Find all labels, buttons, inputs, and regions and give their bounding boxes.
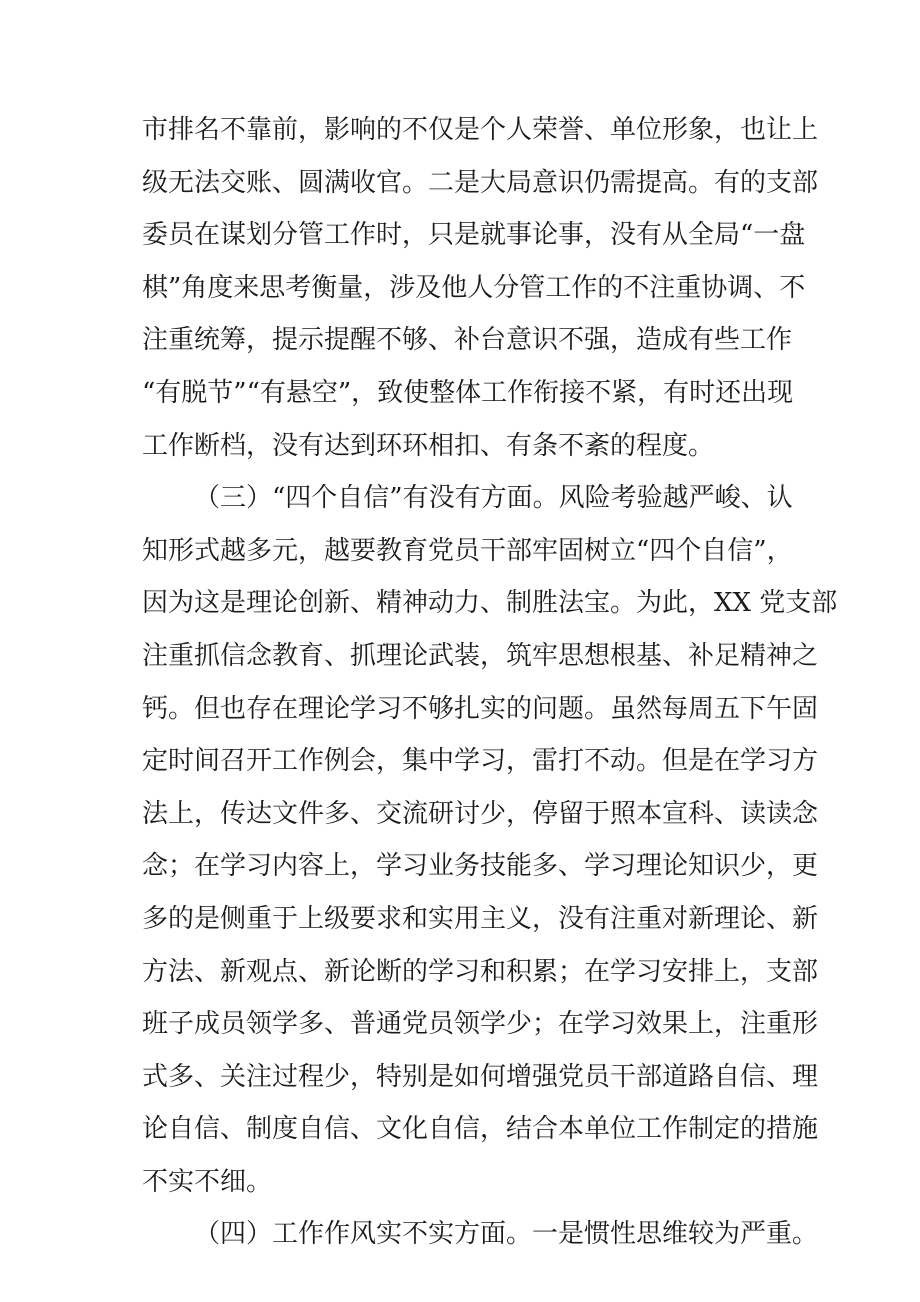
- text-line: 班子成员领学多、普通党员领学少；在学习效果上，注重形: [142, 1009, 819, 1040]
- text-line: 定时间召开工作例会，集中学习，雷打不动。但是在学习方: [142, 746, 819, 777]
- paragraph-2: [142, 472, 838, 1208]
- document-body: [142, 104, 838, 1261]
- text-line: 级无法交账、圆满收官。二是大局意识仍需提高。有的支部: [142, 167, 819, 198]
- text-line: 市排名不靠前，影响的不仅是个人荣誉、单位形象，也让上: [142, 115, 819, 145]
- text-line: 多的是侧重于上级要求和实用主义，没有注重对新理论、新: [142, 903, 819, 934]
- text-line: 钙。但也存在理论学习不够扎实的问题。虽然每周五下午固: [142, 693, 819, 724]
- text-line: 式多、关注过程少，特别是如何增强党员干部道路自信、理: [142, 1061, 819, 1092]
- text-line: （四）工作作风实不实方面。一是惯性思维较为严重。: [194, 1219, 819, 1250]
- text-line: 因为这是理论创新、精神动力、制胜法宝。为此，XX 党支部: [142, 588, 838, 619]
- text-line: 法上，传达文件多、交流研讨少，停留于照本宣科、读读念: [142, 798, 819, 829]
- text-line: 委员在谋划分管工作时，只是就事论事，没有从全局“一盘: [142, 220, 806, 251]
- text-line: 论自信、制度自信、文化自信，结合本单位工作制定的措施: [142, 1114, 819, 1145]
- text-line: 知形式越多元，越要教育党员干部牢固树立“四个自信”，: [142, 535, 793, 566]
- text-line: 不实不细。: [142, 1166, 273, 1197]
- text-line: 注重抓信念教育、抓理论武装，筑牢思想根基、补足精神之: [142, 640, 819, 671]
- text-line: “有脱节”“有悬空”，致使整体工作衔接不紧，有时还出现: [142, 377, 794, 408]
- text-line: 注重统筹，提示提醒不够、补台意识不强，造成有些工作: [142, 325, 793, 356]
- text-line: 方法、新观点、新论断的学习和积累；在学习安排上，支部: [142, 956, 819, 987]
- paragraph-3: [142, 1208, 819, 1261]
- text-line: 念；在学习内容上，学习业务技能多、学习理论知识少，更: [142, 851, 819, 882]
- paragraph-1: [142, 104, 819, 472]
- text-line: 工作断档，没有达到环环相扣、有条不紊的程度。: [142, 430, 715, 461]
- text-line: （三）“四个自信”有没有方面。风险考验越严峻、认: [194, 483, 793, 514]
- text-line: 棋”角度来思考衡量，涉及他人分管工作的不注重协调、不: [142, 272, 806, 303]
